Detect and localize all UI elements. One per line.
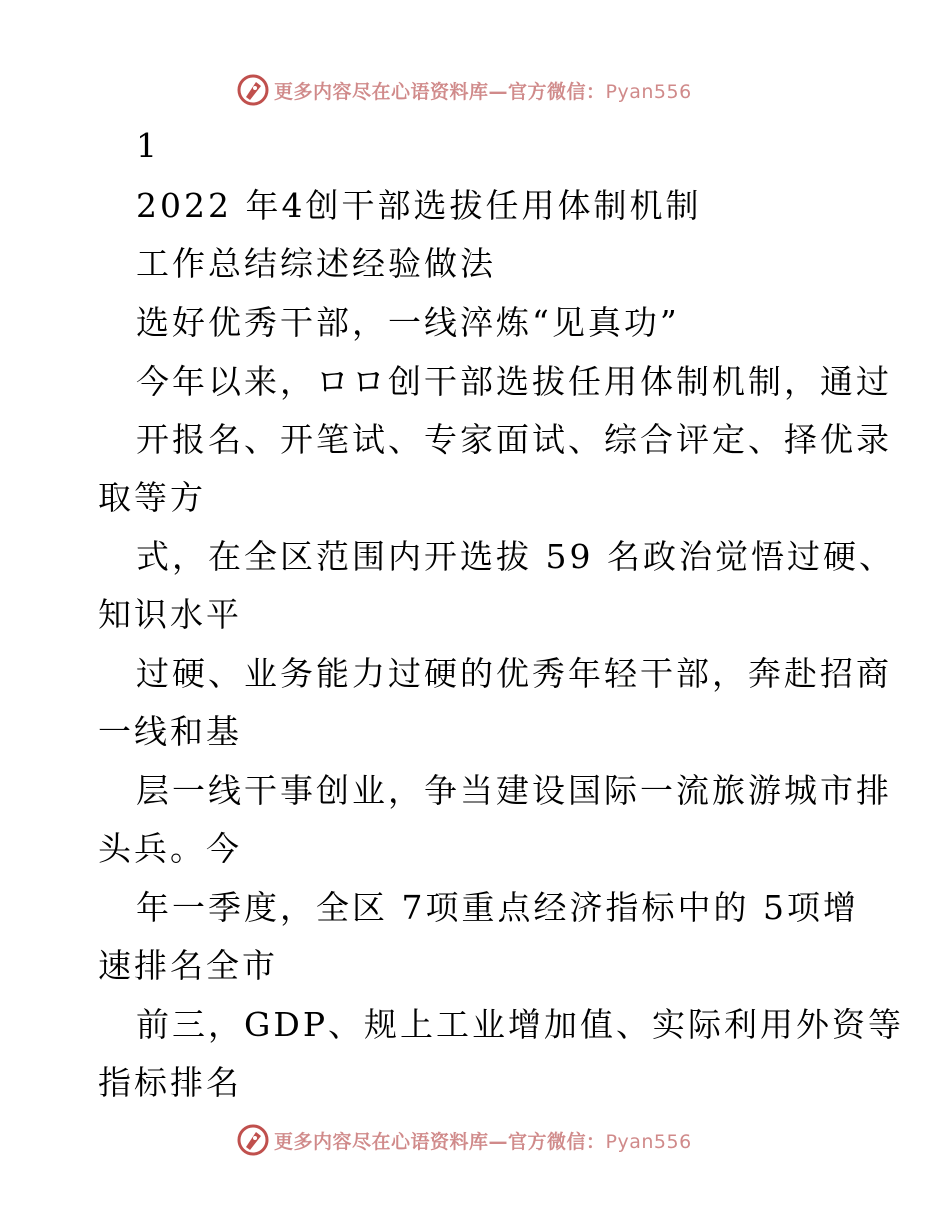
page-number: 1 bbox=[136, 126, 160, 165]
paragraph-line: 开报名、开笔试、专家面试、综合评定、择优录 bbox=[136, 420, 892, 459]
paragraph-line: 速排名全市 bbox=[98, 946, 278, 985]
document-title-line-2: 工作总结综述经验做法 bbox=[136, 244, 496, 283]
paragraph-line: 式，在全区范围内开选拔 59 名政治觉悟过硬、 bbox=[136, 537, 895, 576]
paragraph-line: 过硬、业务能力过硬的优秀年轻干部，奔赴招商 bbox=[136, 654, 892, 693]
pen-nib-circle-icon bbox=[236, 1123, 270, 1157]
paragraph-line: 层一线干事创业，争当建设国际一流旅游城市排 bbox=[136, 771, 892, 810]
watermark-header bbox=[236, 72, 716, 108]
watermark-footer bbox=[236, 1122, 716, 1158]
paragraph-line: 头兵。今 bbox=[98, 829, 242, 868]
watermark-wechat-id: Pyan556 bbox=[605, 1130, 692, 1153]
paragraph-line: 年一季度，全区 7项重点经济指标中的 5项增 bbox=[136, 888, 859, 927]
paragraph-line: 指标排名 bbox=[98, 1063, 242, 1102]
paragraph-line: 知识水平 bbox=[98, 595, 242, 634]
watermark-text bbox=[274, 77, 692, 104]
section-heading: 选好优秀干部，一线淬炼“见真功” bbox=[136, 303, 680, 342]
document-title-line-1: 2022 年4创干部选拔任用体制机制 bbox=[136, 186, 702, 225]
paragraph-line: 取等方 bbox=[98, 478, 206, 517]
paragraph-line: 一线和基 bbox=[98, 712, 242, 751]
watermark-label: 更多内容尽在心语资料库—官方微信： bbox=[274, 1130, 606, 1153]
paragraph-line: 前三，GDP、规上工业增加值、实际利用外资等 bbox=[136, 1005, 905, 1044]
paragraph-line: 今年以来，ロロ创干部选拔任用体制机制，通过 bbox=[136, 362, 892, 401]
watermark-wechat-id: Pyan556 bbox=[605, 80, 692, 103]
watermark-text bbox=[274, 1127, 692, 1154]
pen-nib-circle-icon bbox=[236, 73, 270, 107]
watermark-label: 更多内容尽在心语资料库—官方微信： bbox=[274, 80, 606, 103]
